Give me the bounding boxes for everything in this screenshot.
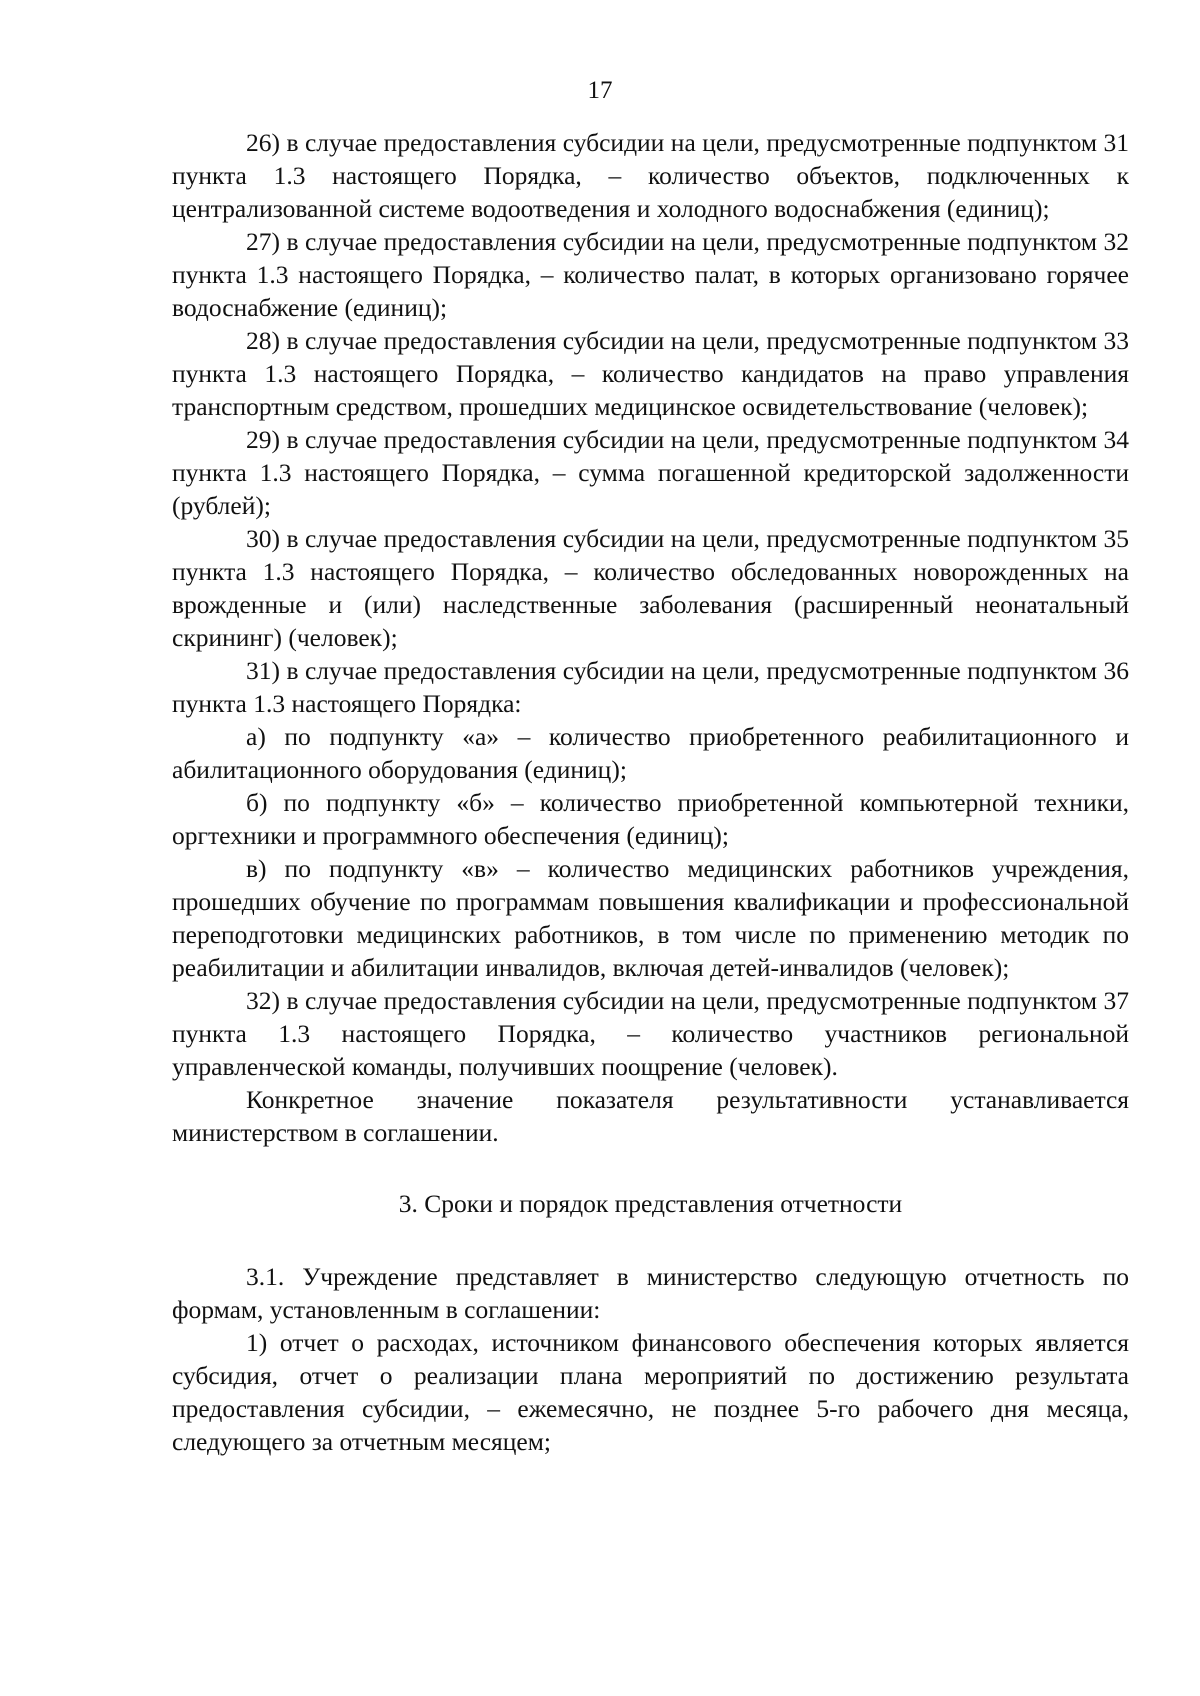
section-heading: 3. Сроки и порядок представления отчетности bbox=[398, 1189, 903, 1218]
paragraph-item-29: 29) в случае предоставления субсидии на цели, предусмотренные подпунктом 34 пункта 1.3 настоящего Порядка, – сумма погашенной кредиторской задолженности (рублей); bbox=[172, 425, 1129, 520]
paragraph-indicator-value: Конкретное значение показателя результативности устанавливается министерством в соглашении. bbox=[172, 1085, 1129, 1147]
paragraph-item-30: 30) в случае предоставления субсидии на цели, предусмотренные подпунктом 35 пункта 1.3 настоящего Порядка, – количество обследованных новорожденных на врожденные и (или) наследственные заболевания (расширенный неонатальный скрининг) (человек); bbox=[172, 524, 1129, 652]
document-body bbox=[172, 126, 1129, 1458]
paragraph-item-32: 32) в случае предоставления субсидии на цели, предусмотренные подпунктом 37 пункта 1.3 настоящего Порядка, – количество участников региональной управленческой команды, получивших поощрение (человек). bbox=[172, 986, 1129, 1081]
paragraph-item-28: 28) в случае предоставления субсидии на цели, предусмотренные подпунктом 33 пункта 1.3 настоящего Порядка, – количество кандидатов на право управления транспортным средством, прошедших медицинское освидетельствование (человек); bbox=[172, 326, 1129, 421]
paragraph-item-27: 27) в случае предоставления субсидии на цели, предусмотренные подпунктом 32 пункта 1.3 настоящего Порядка, – количество палат, в которых организовано горячее водоснабжение (единиц); bbox=[172, 227, 1129, 322]
paragraph-subitem-v: в) по подпункту «в» – количество медицинских работников учреждения, прошедших обучение по программам повышения квалификации и профессиональной переподготовки медицинских работников, в том числе по применению методик по реабилитации и абилитации инвалидов, включая детей-инвалидов (человек); bbox=[172, 854, 1129, 982]
paragraph-3-1: 3.1. Учреждение представляет в министерство следующую отчетность по формам, установленным в соглашении: bbox=[172, 1262, 1129, 1324]
page-number: 17 bbox=[587, 77, 613, 104]
paragraph-3-1-item-1: 1) отчет о расходах, источником финансового обеспечения которых является субсидия, отчет о реализации плана мероприятий по достижению результата предоставления субсидии, – ежемесячно, не позднее 5-го рабочего дня месяца, следующего за отчетным месяцем; bbox=[172, 1328, 1129, 1456]
paragraph-subitem-a: а) по подпункту «а» – количество приобретенного реабилитационного и абилитационного оборудования (единиц); bbox=[172, 722, 1129, 784]
paragraph-item-26: 26) в случае предоставления субсидии на цели, предусмотренные подпунктом 31 пункта 1.3 настоящего Порядка, – количество объектов, подключенных к централизованной системе водоотведения и холодного водоснабжения (единиц); bbox=[172, 128, 1129, 223]
paragraph-item-31: 31) в случае предоставления субсидии на цели, предусмотренные подпунктом 36 пункта 1.3 настоящего Порядка: bbox=[172, 656, 1129, 718]
paragraph-subitem-b: б) по подпункту «б» – количество приобретенной компьютерной техники, оргтехники и программного обеспечения (единиц); bbox=[172, 788, 1129, 850]
